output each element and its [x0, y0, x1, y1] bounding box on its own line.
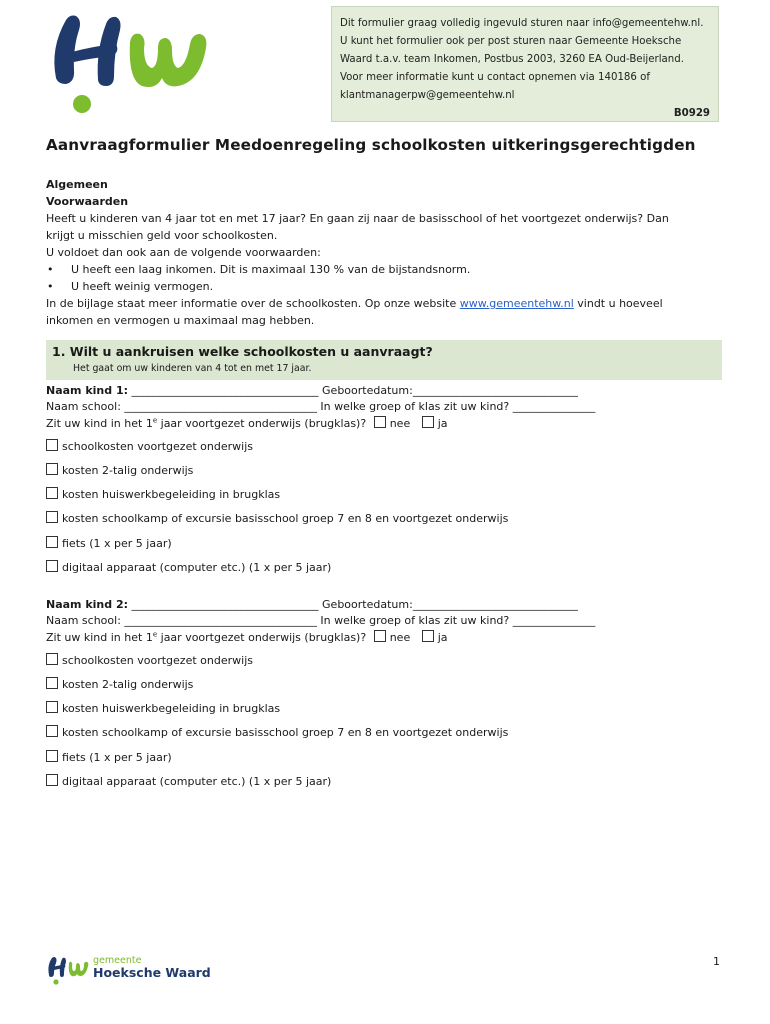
- first-year-sup: e: [152, 630, 158, 639]
- cost-item: [46, 439, 253, 453]
- cost-checkbox[interactable]: [46, 701, 58, 713]
- form-title: Aanvraagformulier Meedoenregeling schoolkosten uitkeringsgerechtigden: [46, 136, 696, 154]
- cost-item-label: kosten huiswerkbegeleiding in brugklas: [62, 702, 281, 715]
- cost-checkbox[interactable]: [46, 536, 58, 548]
- cost-item: [46, 487, 280, 501]
- cost-checkbox[interactable]: [46, 677, 58, 689]
- cost-item-label: schoolkosten voortgezet onderwijs: [62, 440, 253, 453]
- cost-item: [46, 774, 331, 788]
- cost-checkbox[interactable]: [46, 463, 58, 475]
- heading-conditions: Voorwaarden: [46, 195, 129, 208]
- child-1-school-row: [46, 400, 595, 413]
- first-year-question-rest: jaar voortgezet onderwijs (brugklas)?: [157, 417, 367, 430]
- footer-logo-small-text: gemeente: [93, 955, 142, 966]
- school-field[interactable]: ___________________________________: [120, 614, 321, 627]
- bullet-dot: •: [47, 280, 54, 293]
- condition-bullet: [46, 278, 722, 295]
- cost-item: [46, 701, 280, 715]
- birthdate-field[interactable]: ______________________________: [412, 598, 578, 611]
- cost-item: [46, 560, 331, 574]
- cost-item-label: kosten schoolkamp of excursie basisschool groep 7 en 8 en voortgezet onderwijs: [62, 512, 509, 525]
- bullet-dot: •: [47, 263, 54, 276]
- footer-logo-name: Hoeksche Waard: [93, 965, 211, 980]
- info-line: klantmanagerpw@gemeentehw.nl: [340, 90, 515, 101]
- group-field[interactable]: _______________: [509, 614, 596, 627]
- info-line: Waard t.a.v. team Inkomen, Postbus 2003, 3260 EA Oud-Beijerland.: [340, 54, 684, 65]
- checkbox-no[interactable]: [374, 416, 386, 428]
- bullet-text: U heeft weinig vermogen.: [71, 280, 214, 293]
- question-1-banner: [46, 340, 722, 380]
- cost-checkbox[interactable]: [46, 511, 58, 523]
- first-year-question: Zit uw kind in het 1: [46, 417, 153, 430]
- bullet-text: U heeft een laag inkomen. Dit is maximaal 130 % van de bijstandsnorm.: [71, 263, 471, 276]
- cost-checkbox[interactable]: [46, 774, 58, 786]
- cost-item: [46, 725, 508, 739]
- child-name-field[interactable]: __________________________________: [128, 598, 323, 611]
- cost-checkbox[interactable]: [46, 725, 58, 737]
- checkbox-no[interactable]: [374, 630, 386, 642]
- first-year-question: Zit uw kind in het 1: [46, 631, 153, 644]
- cost-item-label: fiets (1 x per 5 jaar): [62, 537, 172, 550]
- option-no-label: nee: [389, 417, 411, 430]
- child-2-first-year-row: [46, 630, 448, 644]
- birthdate-label: Geboortedatum:: [322, 598, 413, 611]
- website-text-after: vindt u hoeveel: [573, 297, 663, 310]
- group-label: In welke groep of klas zit uw kind?: [320, 400, 510, 413]
- cost-item-label: fiets (1 x per 5 jaar): [62, 751, 172, 764]
- child-1-name-row: [46, 384, 578, 397]
- website-text-before: In de bijlage staat meer informatie over de schoolkosten. Op onze website: [46, 297, 460, 310]
- first-year-question-rest: jaar voortgezet onderwijs (brugklas)?: [157, 631, 367, 644]
- cost-checkbox[interactable]: [46, 560, 58, 572]
- cost-item-label: kosten schoolkamp of excursie basisschool groep 7 en 8 en voortgezet onderwijs: [62, 726, 509, 739]
- cost-item-label: kosten huiswerkbegeleiding in brugklas: [62, 488, 281, 501]
- school-label: Naam school:: [46, 614, 121, 627]
- group-label: In welke groep of klas zit uw kind?: [320, 614, 510, 627]
- heading-general: Algemeen: [46, 178, 108, 191]
- cost-checkbox[interactable]: [46, 653, 58, 665]
- cost-item: [46, 463, 193, 477]
- question-1-heading: 1. Wilt u aankruisen welke schoolkosten u aanvraagt?: [52, 344, 433, 359]
- hw-small-logo-icon: [46, 955, 90, 985]
- option-yes-label: ja: [437, 417, 448, 430]
- cost-item: [46, 511, 508, 525]
- cost-checkbox[interactable]: [46, 439, 58, 451]
- child-2-name-row: [46, 598, 578, 611]
- cost-item: [46, 536, 172, 550]
- cost-item: [46, 750, 172, 764]
- conditions-intro: U voldoet dan ook aan de volgende voorwaarden:: [46, 246, 321, 259]
- checkbox-yes[interactable]: [422, 416, 434, 428]
- child-2-school-row: [46, 614, 595, 627]
- cost-item-label: digitaal apparaat (computer etc.) (1 x per 5 jaar): [62, 775, 332, 788]
- option-no-label: nee: [389, 631, 411, 644]
- website-paragraph-line2: inkomen en vermogen u maximaal mag hebben.: [46, 314, 315, 327]
- condition-bullet: [46, 261, 722, 278]
- form-code: B0929: [673, 108, 710, 119]
- cost-item: [46, 677, 193, 691]
- cost-item-label: digitaal apparaat (computer etc.) (1 x per 5 jaar): [62, 561, 332, 574]
- page-number: 1: [713, 955, 720, 968]
- info-line: U kunt het formulier ook per post sturen naar Gemeente Hoeksche: [340, 36, 682, 47]
- cost-checkbox[interactable]: [46, 487, 58, 499]
- cost-item-label: kosten 2-talig onderwijs: [62, 464, 194, 477]
- hw-logo: [46, 8, 216, 116]
- child-name-label: Naam kind 1:: [46, 384, 129, 397]
- question-1-subtext: Het gaat om uw kinderen van 4 tot en met 17 jaar.: [73, 363, 312, 374]
- school-label: Naam school:: [46, 400, 121, 413]
- cost-item-label: kosten 2-talig onderwijs: [62, 678, 194, 691]
- info-line: Voor meer informatie kunt u contact opnemen via 140186 of: [340, 72, 650, 83]
- group-field[interactable]: _______________: [509, 400, 596, 413]
- option-yes-label: ja: [437, 631, 448, 644]
- checkbox-yes[interactable]: [422, 630, 434, 642]
- child-1-first-year-row: [46, 416, 448, 430]
- birthdate-field[interactable]: ______________________________: [412, 384, 578, 397]
- cost-item: [46, 653, 253, 667]
- intro-paragraph-line: krijgt u misschien geld voor schoolkosten.: [46, 229, 278, 242]
- website-paragraph: [46, 295, 722, 312]
- footer-logo: [46, 955, 216, 987]
- child-name-field[interactable]: __________________________________: [128, 384, 323, 397]
- cost-checkbox[interactable]: [46, 750, 58, 762]
- child-name-label: Naam kind 2:: [46, 598, 129, 611]
- birthdate-label: Geboortedatum:: [322, 384, 413, 397]
- first-year-sup: e: [152, 416, 158, 425]
- intro-section: [46, 176, 722, 329]
- intro-paragraph-line: Heeft u kinderen van 4 jaar tot en met 17 jaar? En gaan zij naar de basisschool of het voortgezet onderwijs? Dan: [46, 212, 669, 225]
- cost-item-label: schoolkosten voortgezet onderwijs: [62, 654, 253, 667]
- school-field[interactable]: ___________________________________: [120, 400, 321, 413]
- website-link[interactable]: www.gemeentehw.nl: [459, 297, 574, 310]
- info-line: Dit formulier graag volledig ingevuld sturen naar info@gemeentehw.nl.: [340, 18, 704, 29]
- submission-info-box: [331, 6, 719, 122]
